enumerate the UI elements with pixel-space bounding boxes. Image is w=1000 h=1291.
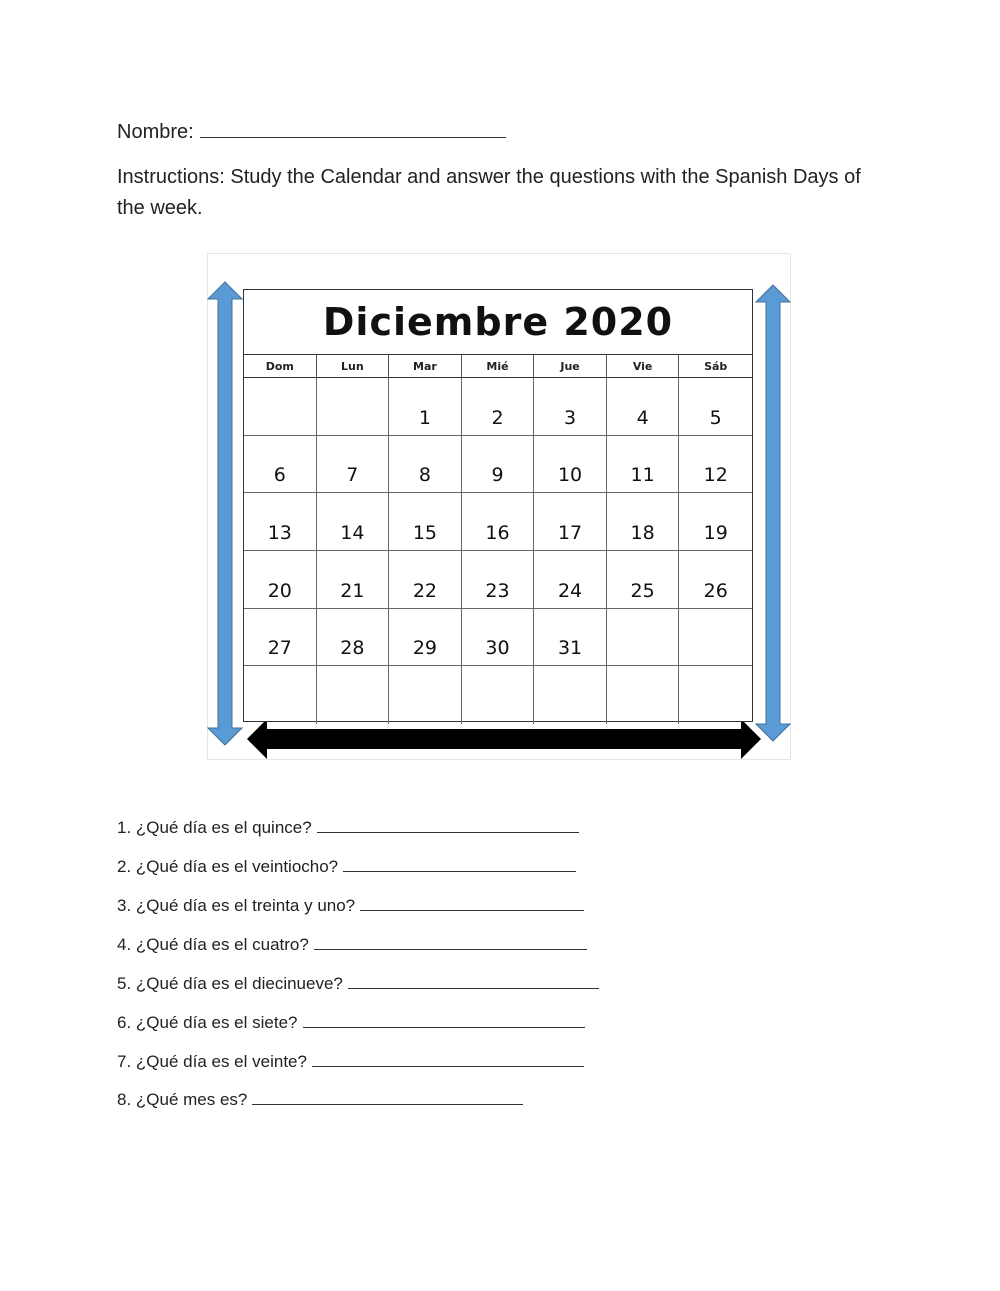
calendar-day-cell: 11 bbox=[607, 436, 680, 494]
answer-blank[interactable] bbox=[343, 856, 576, 872]
calendar-day-cell: 12 bbox=[679, 436, 752, 494]
calendar-day-cell: 3 bbox=[534, 378, 607, 436]
calendar-day-cell: 19 bbox=[679, 493, 752, 551]
calendar-day-cell: 1 bbox=[389, 378, 462, 436]
name-label: Nombre: bbox=[117, 121, 194, 143]
question-item bbox=[117, 1051, 584, 1072]
horizontal-double-arrow-icon bbox=[246, 718, 762, 760]
answer-blank[interactable] bbox=[314, 934, 587, 950]
calendar-day-cell: 9 bbox=[462, 436, 535, 494]
answer-blank[interactable] bbox=[317, 817, 579, 833]
vertical-double-arrow-right-icon bbox=[755, 284, 791, 742]
calendar-grid bbox=[244, 378, 752, 724]
calendar-day-cell bbox=[317, 666, 390, 724]
vertical-double-arrow-left-icon bbox=[207, 281, 243, 746]
question-text: 4. ¿Qué día es el cuatro? bbox=[117, 935, 309, 954]
calendar-day-cell: 24 bbox=[534, 551, 607, 609]
calendar-day-cell: 27 bbox=[244, 609, 317, 667]
calendar-day-cell bbox=[534, 666, 607, 724]
calendar-day-cell: 5 bbox=[679, 378, 752, 436]
calendar-day-cell: 21 bbox=[317, 551, 390, 609]
name-blank[interactable] bbox=[200, 119, 506, 138]
weekday-label: Vie bbox=[607, 355, 680, 377]
calendar-day-cell bbox=[462, 666, 535, 724]
question-item bbox=[117, 856, 576, 877]
calendar-day-cell bbox=[244, 666, 317, 724]
calendar-day-cell: 4 bbox=[607, 378, 680, 436]
calendar-day-cell: 22 bbox=[389, 551, 462, 609]
calendar-day-cell bbox=[679, 609, 752, 667]
calendar-day-cell: 2 bbox=[462, 378, 535, 436]
calendar-day-cell bbox=[679, 666, 752, 724]
calendar-title: Diciembre 2020 bbox=[244, 290, 752, 355]
weekday-label: Mié bbox=[462, 355, 535, 377]
question-item bbox=[117, 895, 584, 916]
calendar bbox=[243, 289, 753, 722]
question-text: 7. ¿Qué día es el veinte? bbox=[117, 1052, 307, 1071]
calendar-day-cell bbox=[389, 666, 462, 724]
calendar-day-cell: 28 bbox=[317, 609, 390, 667]
question-text: 3. ¿Qué día es el treinta y uno? bbox=[117, 896, 356, 915]
answer-blank[interactable] bbox=[312, 1051, 584, 1067]
weekday-label: Mar bbox=[389, 355, 462, 377]
weekday-label: Lun bbox=[317, 355, 390, 377]
calendar-day-cell bbox=[607, 666, 680, 724]
calendar-day-cell: 31 bbox=[534, 609, 607, 667]
question-text: 6. ¿Qué día es el siete? bbox=[117, 1013, 298, 1032]
answer-blank[interactable] bbox=[303, 1012, 585, 1028]
weekday-label: Sáb bbox=[704, 359, 728, 373]
answer-blank[interactable] bbox=[348, 973, 599, 989]
calendar-day-cell bbox=[244, 378, 317, 436]
question-item bbox=[117, 973, 599, 994]
calendar-day-cell: 10 bbox=[534, 436, 607, 494]
name-line bbox=[117, 119, 506, 144]
calendar-day-cell: 17 bbox=[534, 493, 607, 551]
calendar-day-cell bbox=[607, 609, 680, 667]
calendar-day-cell: 8 bbox=[389, 436, 462, 494]
question-text: 2. ¿Qué día es el veintiocho? bbox=[117, 857, 339, 876]
calendar-day-cell: 25 bbox=[607, 551, 680, 609]
calendar-day-cell: 23 bbox=[462, 551, 535, 609]
calendar-day-cell: 29 bbox=[389, 609, 462, 667]
weekday-label: Jue bbox=[534, 355, 607, 377]
calendar-day-cell: 7 bbox=[317, 436, 390, 494]
calendar-day-cell: 6 bbox=[244, 436, 317, 494]
instructions: Instructions: Study the Calendar and answer the questions with the Spanish Days of the week. bbox=[117, 166, 861, 219]
calendar-day-cell: 15 bbox=[389, 493, 462, 551]
calendar-day-cell: 18 bbox=[607, 493, 680, 551]
calendar-day-cell: 26 bbox=[679, 551, 752, 609]
calendar-day-cell: 20 bbox=[244, 551, 317, 609]
question-item bbox=[117, 1012, 585, 1033]
calendar-day-cell: 30 bbox=[462, 609, 535, 667]
question-text: 5. ¿Qué día es el diecinueve? bbox=[117, 974, 343, 993]
calendar-day-cell: 13 bbox=[244, 493, 317, 551]
question-item bbox=[117, 1089, 523, 1110]
calendar-day-cell bbox=[317, 378, 390, 436]
question-text: 1. ¿Qué día es el quince? bbox=[117, 818, 312, 837]
calendar-day-cell: 14 bbox=[317, 493, 390, 551]
weekday-header bbox=[244, 355, 752, 378]
question-text: 8. ¿Qué mes es? bbox=[117, 1090, 248, 1109]
calendar-day-cell: 16 bbox=[462, 493, 535, 551]
answer-blank[interactable] bbox=[252, 1089, 523, 1105]
weekday-label: Dom bbox=[244, 355, 317, 377]
question-item bbox=[117, 934, 587, 955]
question-item bbox=[117, 817, 579, 838]
answer-blank[interactable] bbox=[360, 895, 584, 911]
